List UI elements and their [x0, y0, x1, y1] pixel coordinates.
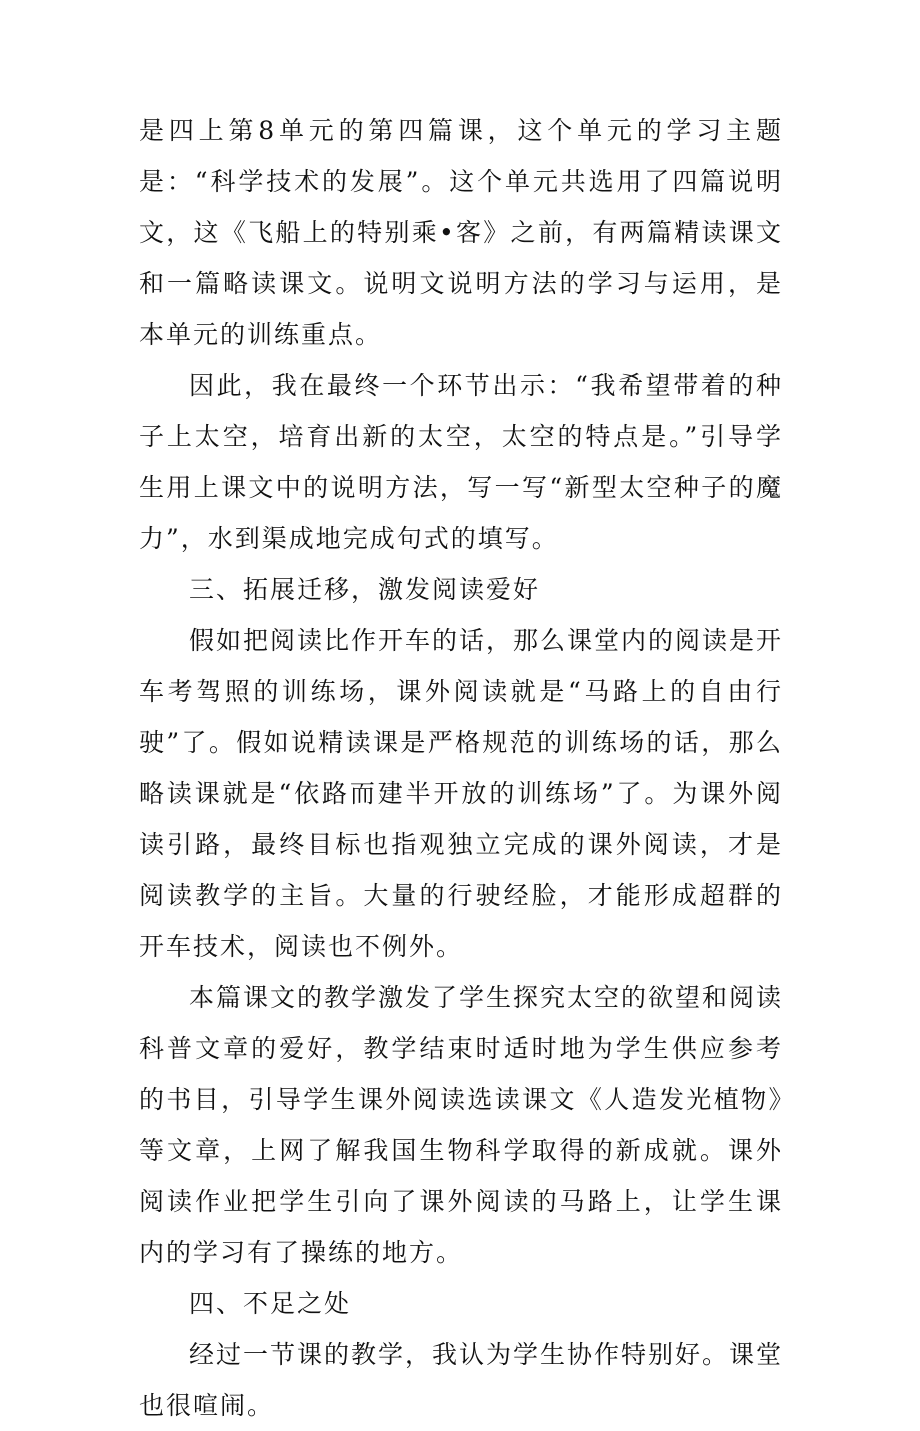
paragraph-reading-analogy: 假如把阅读比作开车的话，那么课堂内的阅读是开车考驾照的训练场，课外阅读就是“马路上的自由行驶”了。假如说精读课是严格规范的训练场的话，那么略读课就是“依路而建半开放的训练场”了。为课外阅读引路，最终目标也指观独立完成的课外阅读，才是阅读教学的主旨。大量的行驶经脸，才能形成超群的开车技术，阅读也不例外。	[139, 626, 784, 961]
section-heading-shortcomings: 四、不足之处	[189, 1289, 352, 1318]
section-heading-extension: 三、拓展迁移，激发阅读爱好	[189, 575, 541, 604]
paragraph-reflection: 经过一节课的教学，我认为学生协作特别好。课堂也很喧闹。	[139, 1340, 784, 1420]
document-body	[139, 105, 783, 1431]
paragraph-unit-intro: 是四上第8单元的第四篇课，这个单元的学习主题是：“科学技术的发展”。这个单元共选用了四篇说明文，这《飞船上的特别乘•客》之前，有两篇精读课文和一篇略读课文。说明文说明方法的学习与运用，是本单元的训练重点。	[139, 116, 783, 349]
paragraph-extended-reading: 本篇课文的教学激发了学生探究太空的欲望和阅读科普文章的爱好，教学结束时适时地为学生供应参考的书目，引导学生课外阅读选读课文《人造发光植物》等文章，上网了解我国生物科学取得的新成就。课外阅读作业把学生引向了课外阅读的马路上，让学生课内的学习有了操练的地方。	[139, 983, 784, 1267]
paragraph-final-step: 因此，我在最终一个环节出示：“我希望带着的种子上太空，培育出新的太空，太空的特点是。”引导学生用上课文中的说明方法，写一写“新型太空种子的魔力”，水到渠成地完成句式的填写。	[139, 371, 783, 553]
